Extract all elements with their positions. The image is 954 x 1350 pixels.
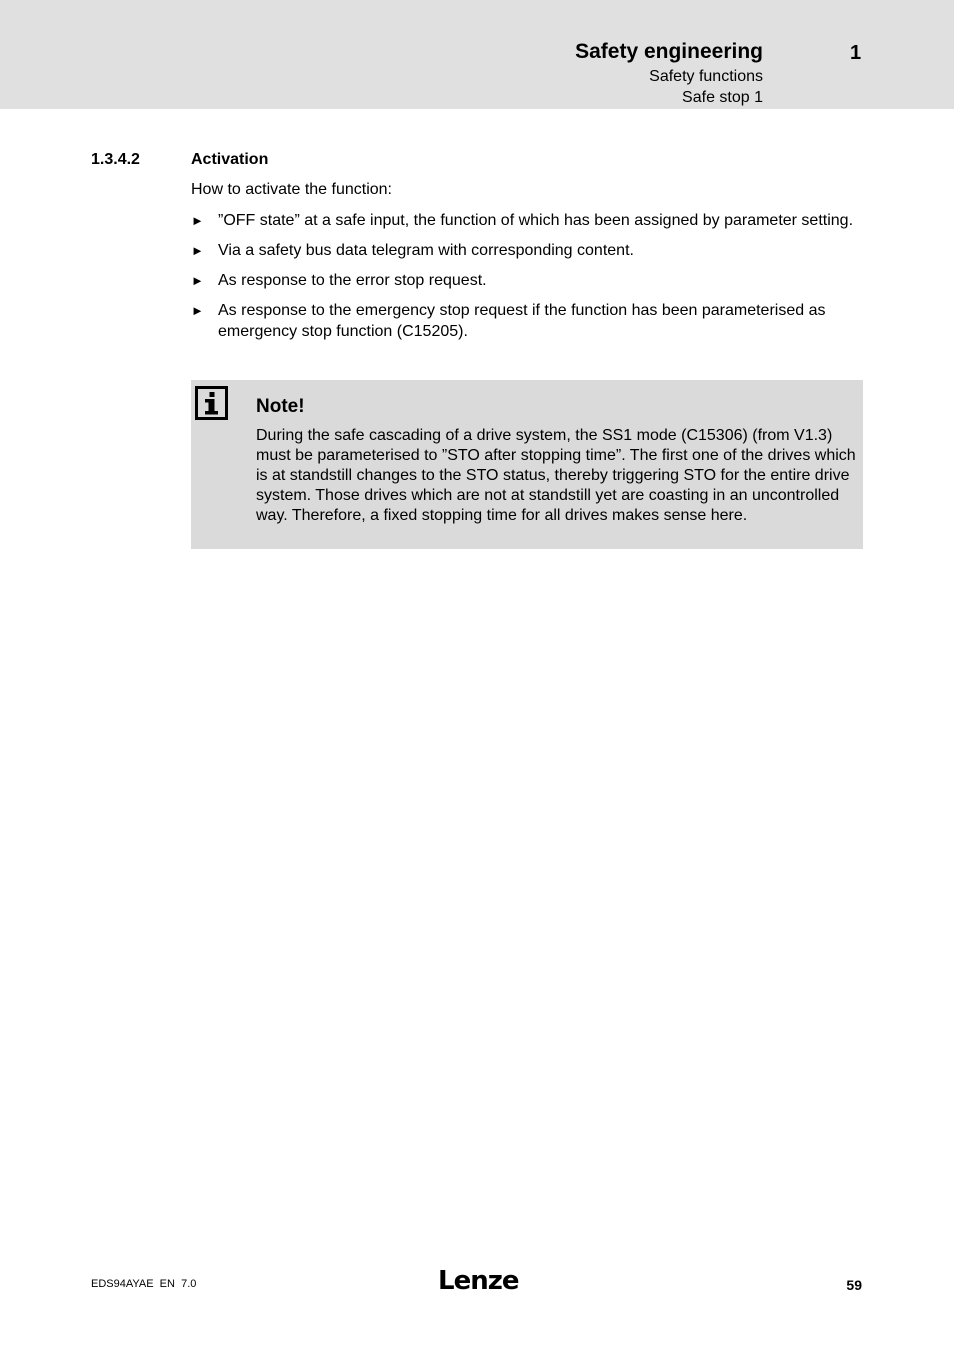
chapter-title: Safety engineering [575,40,763,63]
section-title: Activation [191,151,269,168]
section-breadcrumb-1: Safety functions [649,68,763,85]
info-icon [195,386,228,420]
bullet-arrow-icon: ► [191,243,204,258]
list-item [191,240,853,261]
list-item [191,270,853,291]
document-id: EDS94AYAE EN 7.0 [91,1278,197,1290]
note-box [191,380,863,549]
note-text: During the safe cascading of a drive system, the SS1 mode (C15306) (from V1.3) must be parameterised to ”STO after stopping time”. The first one of the drives which is at standstill changes to the STO status, thereby triggering STO for the entire drive system. Those drives which are not at standstill yet are coasting in an uncontrolled way. Therefore, a fixed stopping time for all drives makes sense here. [256,427,856,524]
list-item-text: As response to the error stop request. [218,272,487,289]
note-heading: Note! [256,396,305,417]
bullet-arrow-icon: ► [191,273,204,288]
page-header [0,0,954,109]
list-item-text: ”OFF state” at a safe input, the function of which has been assigned by parameter setting. [218,212,854,229]
list-item-text: Via a safety bus data telegram with corresponding content. [218,242,634,259]
list-item [191,300,853,342]
section-number: 1.3.4.2 [91,151,140,168]
list-item-text: As response to the emergency stop request if the function has been parameterised as emergency stop function (C15205). [218,302,826,340]
lenze-logo: Lenze [438,1266,519,1296]
bullet-arrow-icon: ► [191,303,204,318]
chapter-number: 1 [850,42,862,64]
bullet-arrow-icon: ► [191,213,204,228]
intro-text: How to activate the function: [191,181,392,198]
section-breadcrumb-2: Safe stop 1 [682,89,763,106]
list-item [191,210,853,231]
page-number: 59 [846,1277,862,1293]
activation-list [191,210,853,351]
